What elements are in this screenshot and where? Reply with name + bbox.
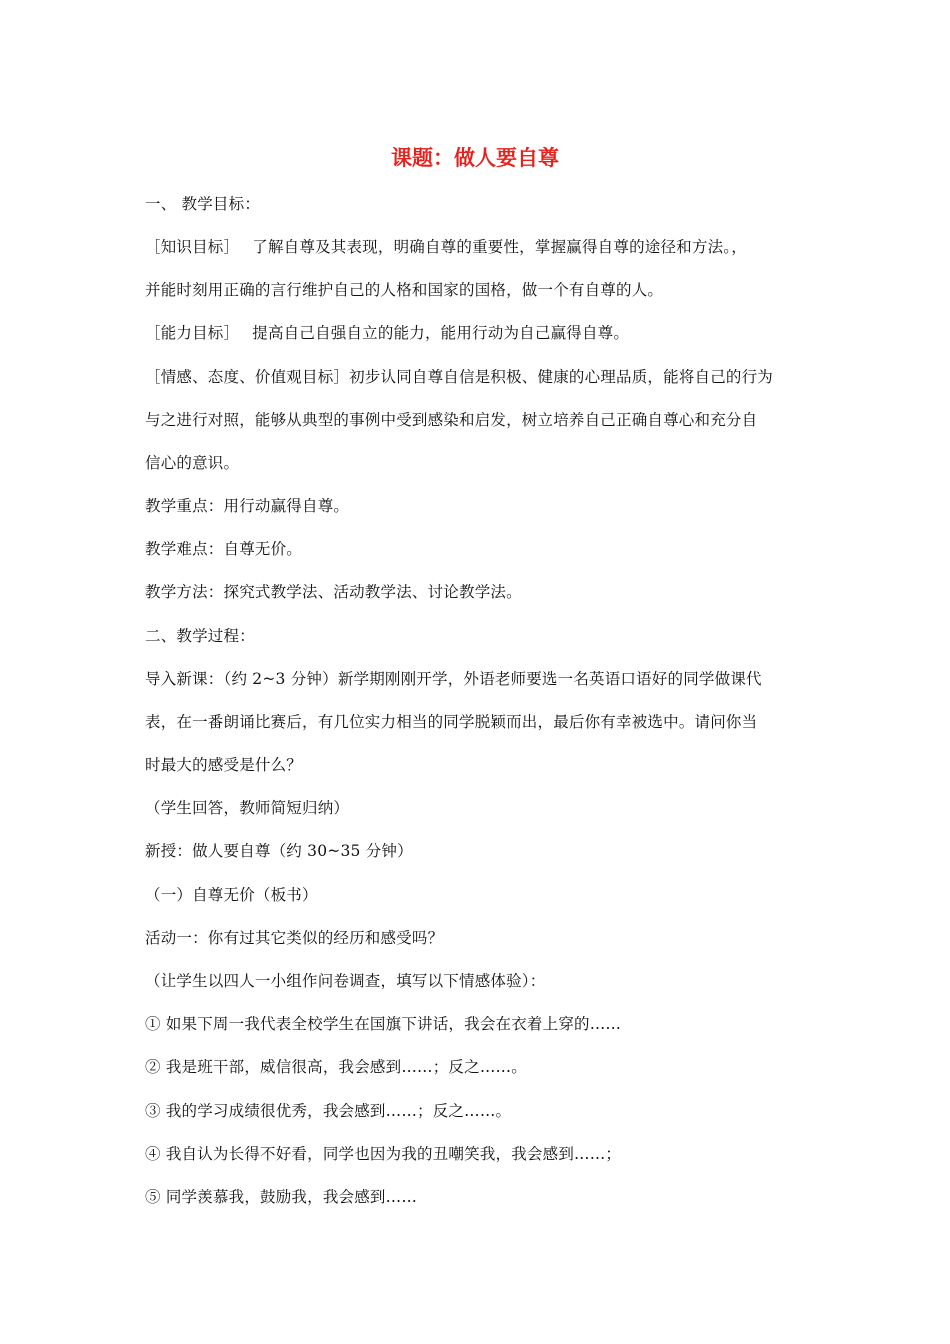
emotion-objective-line-1: ［情感、态度、价值观目标］初步认同自尊自信是积极、健康的心理品质，能将自己的行为: [145, 368, 774, 386]
intro-line-1: 导入新课：（约 2~3 分钟）新学期刚刚开学，外语老师要选一名英语口语好的同学做课代: [145, 670, 762, 688]
section-heading-objectives: 一、 教学目标：: [145, 195, 261, 213]
survey-item-4: ④ 我自认为长得不好看，同学也因为我的丑嘲笑我，我会感到……；: [145, 1145, 622, 1163]
new-lesson-heading: 新授：做人要自尊（约 30~35 分钟）: [145, 842, 413, 860]
intro-line-3: 时最大的感受是什么？: [145, 756, 303, 774]
survey-item-5: ⑤ 同学羡慕我，鼓励我，我会感到……: [145, 1188, 418, 1206]
teaching-method: 教学方法：探究式教学法、活动教学法、讨论教学法。: [145, 583, 522, 601]
emotion-objective-line-2: 与之进行对照，能够从典型的事例中受到感染和启发，树立培养自己正确自尊心和充分自: [145, 411, 758, 429]
document-title: 课题：做人要自尊: [391, 146, 559, 170]
survey-item-3: ③ 我的学习成绩很优秀，我会感到……；反之……。: [145, 1102, 512, 1120]
teaching-difficulty: 教学难点：自尊无价。: [145, 540, 303, 558]
subsection-heading: （一）自尊无价（板书）: [145, 886, 318, 904]
knowledge-objective-line-2: 并能时刻用正确的言行维护自己的人格和国家的国格，做一个有自尊的人。: [145, 281, 664, 299]
survey-item-1: ① 如果下周一我代表全校学生在国旗下讲话，我会在衣着上穿的……: [145, 1015, 622, 1033]
teaching-key-point: 教学重点：用行动赢得自尊。: [145, 497, 350, 515]
section-heading-process: 二、教学过程：: [145, 627, 255, 645]
emotion-objective-line-3: 信心的意识。: [145, 454, 240, 472]
activity-one: 活动一：你有过其它类似的经历和感受吗？: [145, 929, 444, 947]
intro-line-2: 表，在一番朗诵比赛后，有几位实力相当的同学脱颖而出，最后你有幸被选中。请问你当: [145, 713, 758, 731]
survey-item-2: ② 我是班干部，威信很高，我会感到……；反之……。: [145, 1058, 527, 1076]
ability-objective: ［能力目标］ 提高自己自强自立的能力，能用行动为自己赢得自尊。: [145, 324, 630, 342]
knowledge-objective-line-1: ［知识目标］ 了解自尊及其表现，明确自尊的重要性，掌握赢得自尊的途径和方法。，: [145, 238, 747, 256]
activity-instruction: （让学生以四人一小组作问卷调查，填写以下情感体验）：: [145, 972, 546, 990]
student-answer-note: （学生回答，教师简短归纳）: [145, 799, 350, 817]
